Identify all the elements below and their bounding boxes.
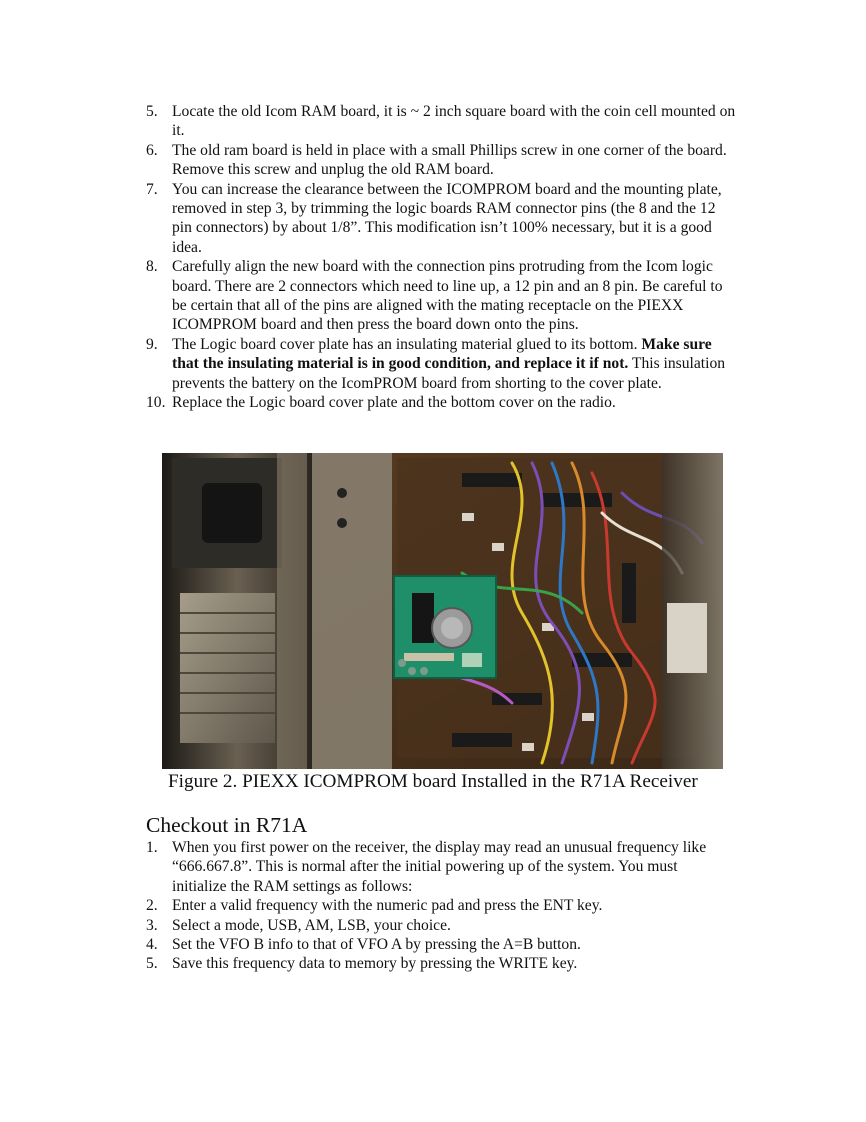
list-item — [146, 954, 736, 973]
list-item-text-part: This insulation prevents the battery on the IcomPROM board from shorting to the cover plate. — [172, 355, 726, 392]
list-item-number: 9. — [146, 335, 158, 353]
list-item — [146, 335, 736, 393]
list-item-number: 8. — [146, 258, 158, 276]
list-item-bold-warning: Make sure that the insulating material is in good condition, and replace it if not. — [172, 335, 712, 373]
list-item-number: 6. — [146, 141, 158, 159]
installation-steps-list — [146, 102, 736, 413]
list-item-text: Enter a valid frequency with the numeric pad and press the ENT key. — [172, 897, 603, 915]
list-item — [146, 141, 736, 180]
list-item — [146, 838, 736, 896]
list-item-text: The old ram board is held in place with a small Phillips screw in one corner of the board. Remove this screw and unplug the old RAM board. — [172, 141, 727, 179]
list-item-number: 7. — [146, 180, 158, 198]
list-item — [146, 257, 736, 335]
list-item-number: 3. — [146, 916, 158, 934]
list-item-number: 4. — [146, 936, 158, 954]
list-item-text: When you first power on the receiver, the display may read an unusual frequency like “666.667.8”. This is normal after the initial powering up of the system. You must initialize the RAM settings as follows: — [172, 839, 707, 895]
list-item — [146, 393, 736, 412]
list-item — [146, 935, 736, 954]
section-heading: Checkout in R71A — [146, 813, 308, 837]
list-item-number: 10. — [146, 394, 166, 412]
list-item-number: 5. — [146, 103, 158, 120]
list-item-text: You can increase the clearance between the ICOMPROM board and the mounting plate, removed in step 3, by trimming the logic boards RAM connector pins (the 8 and the 12 pin connectors) by about 1/8”. This modification isn’t 100% necessary, but it is a good idea. — [172, 180, 722, 256]
list-item-number: 5. — [146, 955, 158, 973]
figure-caption: Figure 2. PIEXX ICOMPROM board Installed in the R71A Receiver — [168, 771, 698, 792]
list-item — [146, 180, 736, 258]
list-item-number: 1. — [146, 839, 158, 856]
board-photo-illustration — [162, 453, 723, 769]
list-item — [146, 102, 736, 141]
list-item-text: Carefully align the new board with the connection pins protruding from the Icom logic board. There are 2 connectors which need to line up, a 12 pin and an 8 pin. Be careful to be certain that all of the pins are aligned with the mating receptacle on the PIEXX ICOMPROM board and then press the board down onto the pins. — [172, 258, 723, 334]
list-item-text: Save this frequency data to memory by pressing the WRITE key. — [172, 955, 578, 973]
list-item-text: Replace the Logic board cover plate and the bottom cover on the radio. — [172, 394, 616, 412]
receiver-board-photo — [162, 453, 723, 769]
list-item — [146, 896, 736, 915]
list-item-text: Select a mode, USB, AM, LSB, your choice. — [172, 916, 451, 934]
list-item-text: Locate the old Icom RAM board, it is ~ 2 inch square board with the coin cell mounted on it. — [172, 103, 736, 140]
list-item-number: 2. — [146, 897, 158, 915]
checkout-steps-list — [146, 838, 736, 974]
list-item — [146, 916, 736, 935]
list-item-text-part: The Logic board cover plate has an insulating material glued to its bottom. — [172, 335, 642, 353]
list-item-text: Set the VFO B info to that of VFO A by pressing the A=B button. — [172, 936, 581, 954]
list-item-text — [172, 336, 725, 392]
